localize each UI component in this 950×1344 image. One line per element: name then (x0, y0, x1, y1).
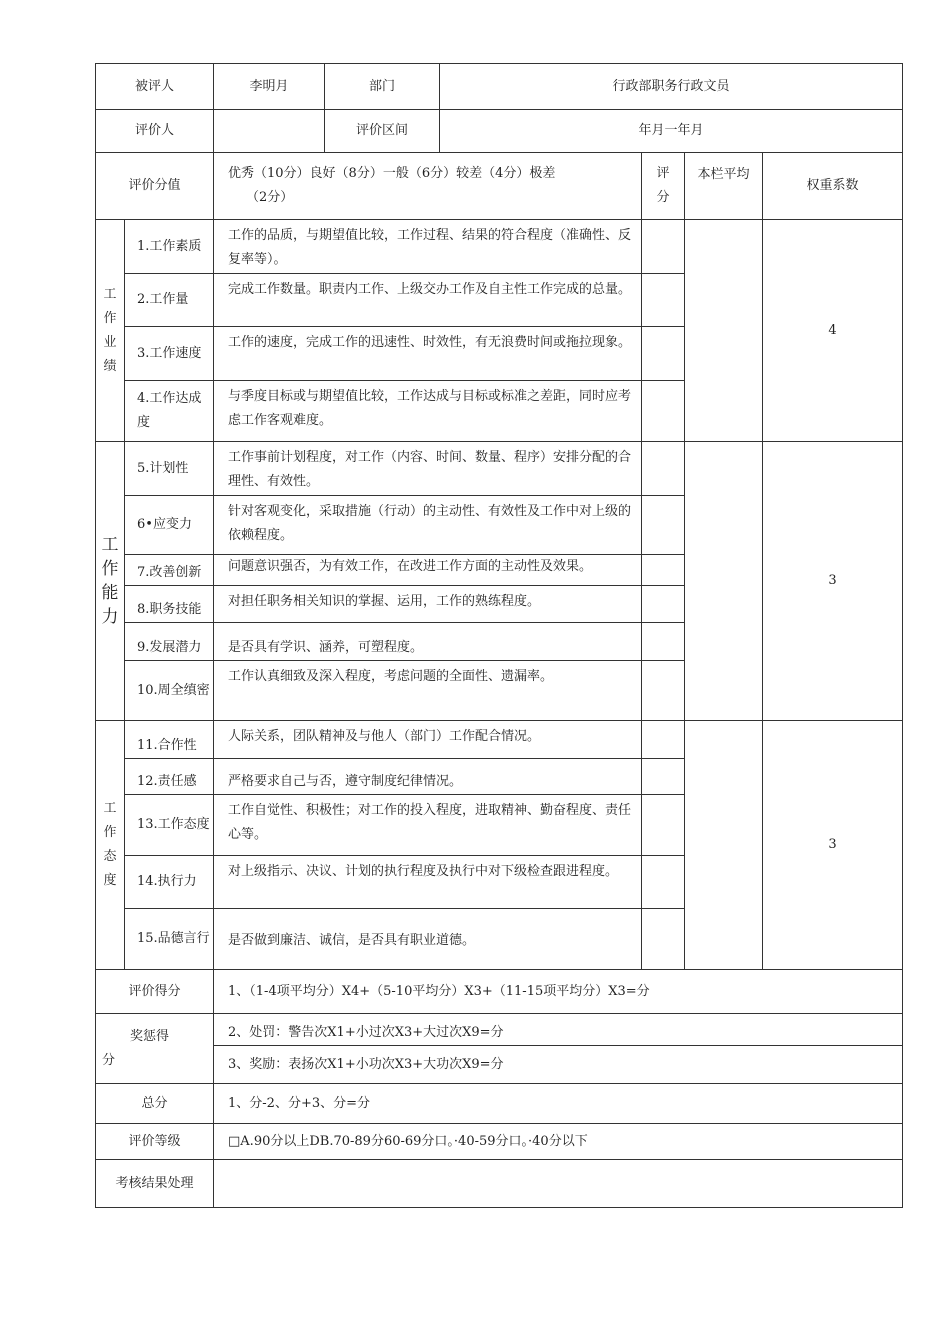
group-label-performance: 工 作 业 绩 (96, 220, 125, 442)
item-description: 对上级指示、决议、计划的执行程度及执行中对下级检查跟进程度。 (214, 856, 642, 909)
score-cell[interactable] (642, 661, 685, 721)
evaluation-form-table (95, 63, 903, 1208)
item-row (96, 721, 903, 759)
score-cell[interactable] (642, 555, 685, 586)
evaluator-value[interactable] (214, 110, 325, 153)
grade-row (96, 1124, 903, 1160)
scale-text-line2: （2分） (246, 190, 294, 205)
score-cell[interactable] (642, 909, 685, 970)
item-description: 与季度目标或与期望值比较，工作达成与目标或标准之差距，同时应考虑工作客观难度。 (214, 381, 642, 442)
item-label: 13.工作态度 (125, 795, 214, 856)
item-label: 7.改善创新 (125, 555, 214, 586)
reward-label (96, 1014, 214, 1084)
item-description: 问题意识强否，为有效工作，在改进工作方面的主动性及效果。 (214, 555, 642, 586)
score-column-header (642, 153, 685, 220)
score-cell[interactable] (642, 721, 685, 759)
item-label: 4.工作达成度 (125, 381, 214, 442)
scale-text-line1: 优秀（10分）良好（8分）一般（6分）较差（4分）极差 (228, 166, 556, 181)
result-row (96, 1160, 903, 1208)
evaluatee-label: 被评人 (96, 64, 214, 110)
item-label: 1.工作素质 (125, 220, 214, 274)
group-label-ability: 工 作 能 力 (96, 442, 125, 721)
item-label: 15.品德言行 (125, 909, 214, 970)
item-description: 是否做到廉洁、诚信，是否具有职业道德。 (214, 909, 642, 970)
weight-cell: 3 (763, 442, 903, 721)
item-label: 12.责任感 (125, 759, 214, 795)
item-label: 9.发展潜力 (125, 623, 214, 661)
item-label: 11.合作性 (125, 721, 214, 759)
weight-column-header: 权重系数 (763, 153, 903, 220)
item-description: 工作的品质，与期望值比较，工作过程、结果的符合程度（准确性、反复率等）。 (214, 220, 642, 274)
avg-cell[interactable] (685, 442, 763, 721)
reward-label-line2: 分 (102, 1052, 116, 1068)
scale-label: 评价分值 (96, 153, 214, 220)
item-label: 14.执行力 (125, 856, 214, 909)
item-description: 工作事前计划程度，对工作（内容、时间、数量、程序）安排分配的合理性、有效性。 (214, 442, 642, 496)
avg-column-header: 本栏平均 (685, 153, 763, 220)
total-label: 总分 (96, 1084, 214, 1124)
item-label: 10.周全缜密 (125, 661, 214, 721)
score-cell[interactable] (642, 623, 685, 661)
header-row-evaluator (96, 110, 903, 153)
total-row (96, 1084, 903, 1124)
item-description: 对担任职务相关知识的掌握、运用，工作的熟练程度。 (214, 586, 642, 623)
avg-cell[interactable] (685, 721, 763, 970)
weight-cell: 3 (763, 721, 903, 970)
penalty-text: 2、处罚：警告次X1+小过次X3+大过次X9=分 (214, 1014, 903, 1046)
scale-text (214, 153, 642, 220)
grade-label: 评价等级 (96, 1124, 214, 1160)
item-label: 3.工作速度 (125, 327, 214, 381)
item-label: 5.计划性 (125, 442, 214, 496)
penalty-row (96, 1014, 903, 1046)
score-cell[interactable] (642, 381, 685, 442)
total-formula: 1、分-2、分+3、分=分 (214, 1084, 903, 1124)
score-cell[interactable] (642, 442, 685, 496)
item-label: 6•应变力 (125, 496, 214, 555)
score-cell[interactable] (642, 759, 685, 795)
score-col-top: 评 (656, 166, 670, 181)
item-description: 完成工作数量。职责内工作、上级交办工作及自主性工作完成的总量。 (214, 274, 642, 327)
score-cell[interactable] (642, 274, 685, 327)
result-label: 考核结果处理 (96, 1160, 214, 1208)
evaluatee-value[interactable]: 李明月 (214, 64, 325, 110)
period-label: 评价区间 (325, 110, 440, 153)
grade-options[interactable]: □A.90分以上DB.70-89分60-69分口。·40-59分口。·40分以下 (214, 1124, 903, 1160)
score-formula: 1、（1-4项平均分）X4+（5-10平均分）X3+（11-15项平均分）X3=分 (214, 970, 903, 1014)
item-label: 2.工作量 (125, 274, 214, 327)
item-description: 是否具有学识、涵养，可塑程度。 (214, 623, 642, 661)
avg-cell[interactable] (685, 220, 763, 442)
header-row-evaluatee (96, 64, 903, 110)
item-label: 8.职务技能 (125, 586, 214, 623)
group-label-attitude: 工 作 态 度 (96, 721, 125, 970)
item-description: 严格要求自己与否，遵守制度纪律情况。 (214, 759, 642, 795)
item-description: 针对客观变化，采取措施（行动）的主动性、有效性及工作中对上级的依赖程度。 (214, 496, 642, 555)
dept-value[interactable]: 行政部职务行政文员 (440, 64, 903, 110)
dept-label: 部门 (325, 64, 440, 110)
score-cell[interactable] (642, 856, 685, 909)
reward-label-line1: 奖惩得 (130, 1028, 170, 1044)
award-row (96, 1046, 903, 1084)
score-cell[interactable] (642, 795, 685, 856)
item-description: 工作认真细致及深入程度，考虑问题的全面性、遗漏率。 (214, 661, 642, 721)
item-row (96, 220, 903, 274)
score-col-bottom: 分 (656, 190, 670, 205)
scale-row (96, 153, 903, 220)
score-cell[interactable] (642, 220, 685, 274)
weight-cell: 4 (763, 220, 903, 442)
score-label: 评价得分 (96, 970, 214, 1014)
item-description: 人际关系，团队精神及与他人（部门）工作配合情况。 (214, 721, 642, 759)
score-cell[interactable] (642, 586, 685, 623)
item-description: 工作自觉性、积极性；对工作的投入程度，进取精神、勤奋程度、责任心等。 (214, 795, 642, 856)
score-row (96, 970, 903, 1014)
award-text: 3、奖励：表扬次X1+小功次X3+大功次X9=分 (214, 1046, 903, 1084)
score-cell[interactable] (642, 496, 685, 555)
period-value[interactable]: 年月一年月 (440, 110, 903, 153)
evaluator-label: 评价人 (96, 110, 214, 153)
item-row (96, 442, 903, 496)
item-description: 工作的速度，完成工作的迅速性、时效性，有无浪费时间或拖拉现象。 (214, 327, 642, 381)
result-value[interactable] (214, 1160, 903, 1208)
score-cell[interactable] (642, 327, 685, 381)
